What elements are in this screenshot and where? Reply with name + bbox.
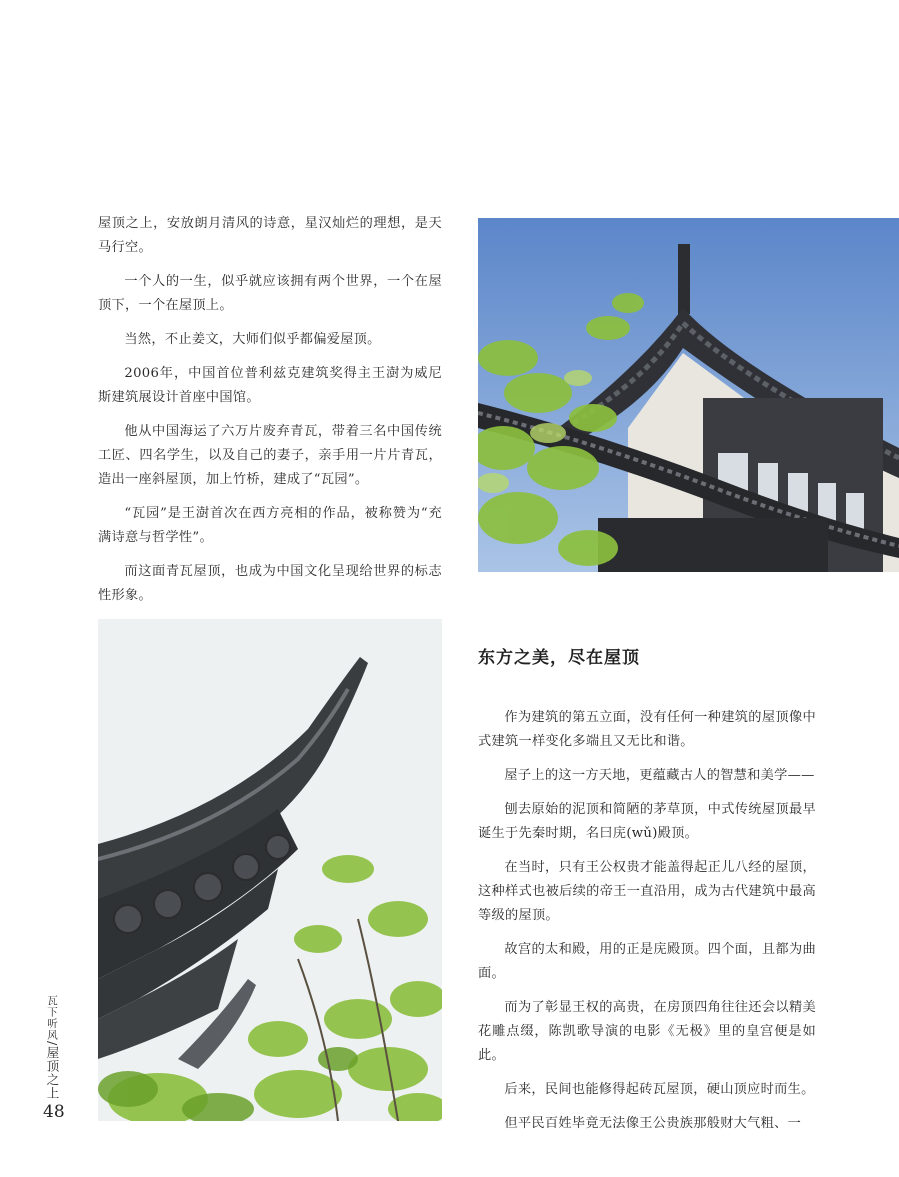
- pavilion-roof-photo: [478, 218, 899, 572]
- paragraph: 屋子上的这一方天地，更蕴藏古人的智慧和美学——: [504, 768, 815, 783]
- paragraph: 故宫的太和殿，用的正是庑殿顶。四个面，且都为曲面。: [478, 942, 816, 981]
- folio-separator: /: [45, 1041, 60, 1047]
- right-text-column: [478, 706, 816, 1146]
- page-folio: [40, 995, 64, 1100]
- paragraph: 而这面青瓦屋顶，也成为中国文化呈现给世界的标志性形象。: [98, 564, 442, 603]
- paragraph: 但平民百姓毕竟无法像王公贵族那般财大气粗、一: [504, 1116, 802, 1131]
- section-title: 屋顶之上: [45, 1046, 60, 1101]
- magazine-name: 瓦下听风: [46, 995, 58, 1041]
- paragraph: “瓦园”是王澍首次在西方亮相的作品，被称赞为“充满诗意与哲学性”。: [98, 506, 442, 545]
- paragraph: 2006年，中国首位普利兹克建筑奖得主王澍为威尼斯建筑展设计首座中国馆。: [98, 366, 442, 405]
- paragraph: 作为建筑的第五立面，没有任何一种建筑的屋顶像中式建筑一样变化多端且又无比和谐。: [478, 710, 816, 749]
- left-text-column: [98, 212, 442, 618]
- eave-corner-photo: [98, 619, 442, 1121]
- paragraph: 刨去原始的泥顶和简陋的茅草顶，中式传统屋顶最早诞生于先秦时期，名曰庑(wǔ)殿顶。: [478, 802, 816, 841]
- paragraph: 他从中国海运了六万片废弃青瓦，带着三名中国传统工匠、四名学生，以及自己的妻子，亲手用一片片青瓦，造出一座斜屋顶，加上竹桥，建成了“瓦园”。: [98, 424, 442, 487]
- folio-vertical-text: [43, 995, 61, 1100]
- page-number: 48: [43, 1102, 65, 1122]
- paragraph: 在当时，只有王公权贵才能盖得起正儿八经的屋顶，这种样式也被后续的帝王一直沿用，成为古代建筑中最高等级的屋顶。: [478, 860, 816, 923]
- section-heading: 东方之美，尽在屋顶: [478, 648, 640, 668]
- paragraph: 而为了彰显王权的高贵，在房顶四角往往还会以精美花雕点缀，陈凯歌导演的电影《无极》里的皇宫便是如此。: [478, 1000, 816, 1063]
- paragraph: 屋顶之上，安放朗月清风的诗意，星汉灿烂的理想，是天马行空。: [98, 216, 442, 255]
- paragraph: 后来，民间也能修得起砖瓦屋顶，硬山顶应时而生。: [504, 1082, 815, 1097]
- paragraph: 当然，不止姜文，大师们似乎都偏爱屋顶。: [124, 332, 381, 347]
- paragraph: 一个人的一生，似乎就应该拥有两个世界，一个在屋顶下，一个在屋顶上。: [98, 274, 442, 313]
